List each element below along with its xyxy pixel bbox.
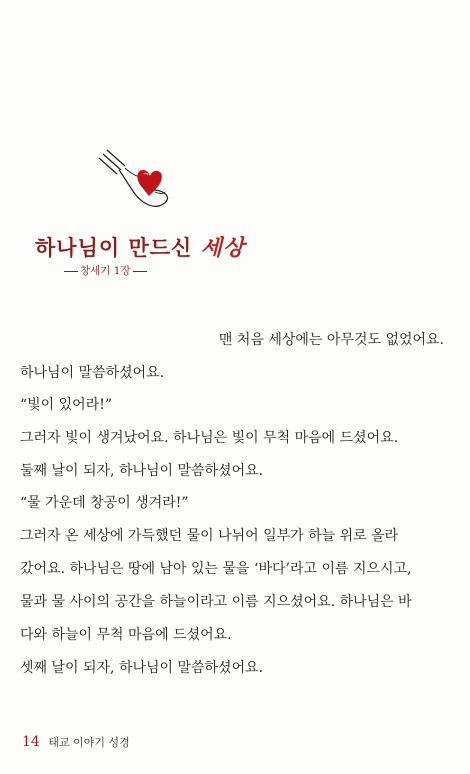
chapter-title (35, 231, 245, 262)
body-line: 맨 처음 세상에는 아무것도 없었어요. (218, 332, 444, 348)
body-line: 둘째 날이 되자, 하나님이 말씀하셨어요. (20, 463, 264, 479)
body-line: 갔어요. 하나님은 땅에 남아 있는 물을 ‘바다’라고 이름 지으시고, (20, 561, 412, 577)
hand-holding-heart-icon (95, 146, 175, 218)
chapter-subtitle (62, 263, 149, 278)
subtitle-rule-right (133, 271, 147, 272)
chapter-title-last: 세상 (200, 236, 246, 261)
chapter-title-main: 하나님이 만드신 (35, 236, 193, 260)
body-line: 그러자 온 세상에 가득했던 물이 나뉘어 일부가 하늘 위로 올라 (20, 528, 399, 544)
body-line: “빛이 있어라!” (20, 397, 113, 413)
page-number: 14 (22, 734, 40, 750)
body-line: 다와 하늘이 무척 마음에 드셨어요. (20, 627, 232, 643)
body-line: 그러자 빛이 생겨났어요. 하나님은 빛이 무척 마음에 드셨어요. (20, 430, 399, 446)
body-line: 하나님이 말씀하셨어요. (20, 365, 165, 381)
subtitle-text: 창세기 1장 (80, 265, 131, 277)
body-line: “물 가운데 창공이 생겨라!” (20, 495, 189, 511)
book-title: 태교 이야기 성경 (48, 736, 130, 749)
body-line: 셋째 날이 되자, 하나님이 말씀하셨어요. (20, 660, 264, 676)
subtitle-rule-left (64, 271, 78, 272)
body-line: 물과 물 사이의 공간을 하늘이라고 이름 지으셨어요. 하나님은 바 (20, 594, 412, 610)
page-footer (22, 734, 130, 750)
